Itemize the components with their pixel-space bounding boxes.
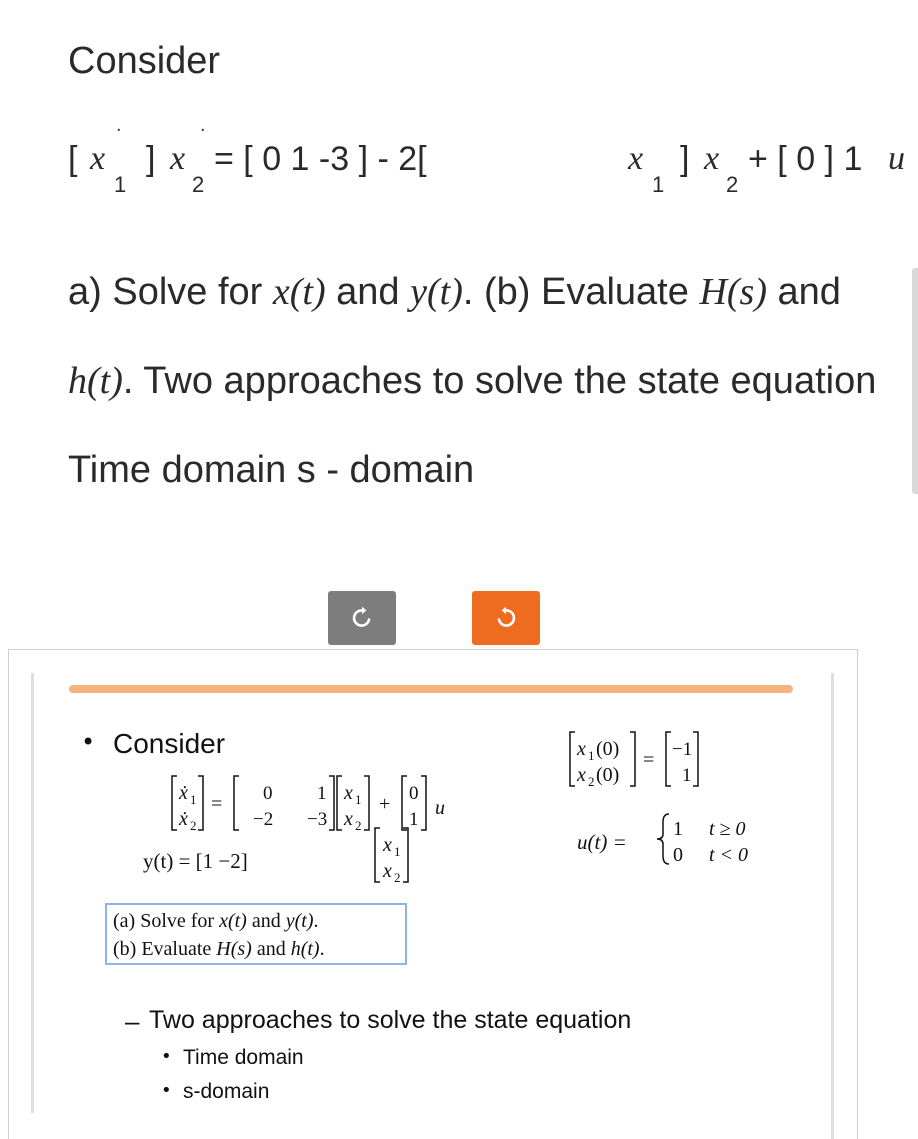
derivative-dot: . <box>200 114 206 136</box>
approach-s-domain: s-domain <box>183 1080 270 1103</box>
lhs-sub1: 1 <box>190 792 197 807</box>
bullet: • <box>161 1080 172 1101</box>
lhs-sub2: 2 <box>190 818 197 833</box>
qb-part: and <box>251 938 291 960</box>
qa-part: and <box>246 910 286 932</box>
page-heading: Consider <box>68 40 221 82</box>
matrix-a-21: −2 <box>253 809 274 830</box>
eq-part: = [ 0 1 -3 ] - 2[ <box>214 140 427 178</box>
matrix-b-1: 0 <box>409 783 419 804</box>
lhs-xdot1: ẋ <box>179 782 188 804</box>
qa-y: y(t) <box>285 910 314 932</box>
slide-left-border <box>31 673 34 1113</box>
eq-subscript: 1 <box>114 172 127 197</box>
question-part: and <box>766 271 841 313</box>
ic-sub2: 2 <box>588 774 595 789</box>
rotate-left-button[interactable] <box>328 591 396 645</box>
case-val1: 1 <box>673 818 683 840</box>
math-h-t: h(t) <box>68 360 123 402</box>
vec-sub1: 1 <box>355 792 362 807</box>
qb-part: . <box>319 938 325 960</box>
eq-part: x <box>170 140 186 177</box>
rotate-counterclockwise-icon <box>349 605 375 631</box>
vec-x2: x <box>344 808 353 830</box>
ic-arg2: (0) <box>596 764 620 786</box>
rotate-right-button[interactable] <box>472 591 540 645</box>
question-line-a <box>113 907 405 935</box>
eq-part: ] <box>146 140 156 178</box>
case-val2: 0 <box>673 844 683 866</box>
slide-image <box>8 649 858 1139</box>
approach-time-domain: Time domain <box>183 1046 304 1069</box>
eq-subscript: 1 <box>652 172 665 197</box>
approaches-title: Two approaches to solve the state equation <box>149 1006 632 1034</box>
math-H-s: H(s) <box>699 271 767 313</box>
question-part: a) Solve for <box>68 271 273 313</box>
plus-sign: + <box>379 793 391 815</box>
case-cond1: t ≥ 0 <box>709 818 746 840</box>
bullet: • <box>161 1046 172 1067</box>
eq-part: + [ 0 ] 1 <box>748 140 863 178</box>
output-equation <box>143 824 443 886</box>
output-lhs: y(t) = [1 −2] <box>143 849 248 873</box>
out-vec-sub2: 2 <box>394 870 401 885</box>
question-part: . (b) Evaluate <box>462 271 700 313</box>
vec-x1: x <box>344 782 353 804</box>
matrix-a-11: 0 <box>263 783 273 804</box>
question-part: and <box>325 271 411 313</box>
eq-part: [ <box>68 140 78 178</box>
eq-part: u <box>888 140 905 177</box>
right-edge-handle[interactable] <box>912 268 918 494</box>
input-lhs: u(t) = <box>577 830 627 854</box>
matrix-a-22: −3 <box>307 809 328 830</box>
out-vec-sub1: 1 <box>394 844 401 859</box>
slide-question-box <box>105 903 407 965</box>
matrix-a-12: 1 <box>317 783 327 804</box>
ic-arg1: (0) <box>596 738 620 760</box>
eq-part: x <box>628 140 644 177</box>
input-u: u <box>435 797 445 819</box>
qa-part: . <box>313 910 319 932</box>
matrix-b-2: 1 <box>409 809 419 830</box>
math-x-t: x(t) <box>272 271 326 313</box>
vec-sub2: 2 <box>355 818 362 833</box>
slide-title-rule <box>69 685 793 693</box>
qb-part: (b) Evaluate <box>113 938 217 960</box>
ic-val1: −1 <box>672 739 693 760</box>
case-cond2: t < 0 <box>709 844 749 866</box>
qa-part: (a) Solve for <box>113 910 220 932</box>
ic-equals: = <box>643 749 655 771</box>
bullet: • <box>81 728 96 756</box>
eq-part: x <box>90 140 106 177</box>
input-definition <box>577 808 797 870</box>
approaches-dash: – <box>125 1006 140 1036</box>
question-part: . Two approaches to solve the state equation Time domain s - domain <box>68 360 877 491</box>
garbled-equation <box>68 114 918 220</box>
lhs-xdot2: ẋ <box>179 808 188 830</box>
initial-condition <box>567 728 787 790</box>
eq-part: ] <box>680 140 690 178</box>
slide-consider-label: Consider <box>113 728 226 759</box>
qa-x: x(t) <box>219 910 247 932</box>
ic-sub1: 1 <box>588 748 595 763</box>
ic-x2: x <box>577 764 586 786</box>
eq-part: x <box>704 140 720 177</box>
eq-subscript: 2 <box>192 172 205 197</box>
math-y-t: y(t) <box>410 271 463 313</box>
out-vec-x2: x <box>383 860 392 882</box>
ic-x1: x <box>577 738 586 760</box>
out-vec-x1: x <box>383 834 392 856</box>
equals-sign: = <box>211 793 223 815</box>
rotate-clockwise-icon <box>493 605 519 631</box>
qb-H: H(s) <box>216 938 252 960</box>
qb-h: h(t) <box>290 938 320 960</box>
question-text <box>68 248 898 515</box>
derivative-dot: . <box>116 114 122 136</box>
slide-right-border <box>831 673 834 1139</box>
question-line-b <box>113 935 405 963</box>
eq-subscript: 2 <box>726 172 739 197</box>
ic-val2: 1 <box>682 765 692 786</box>
